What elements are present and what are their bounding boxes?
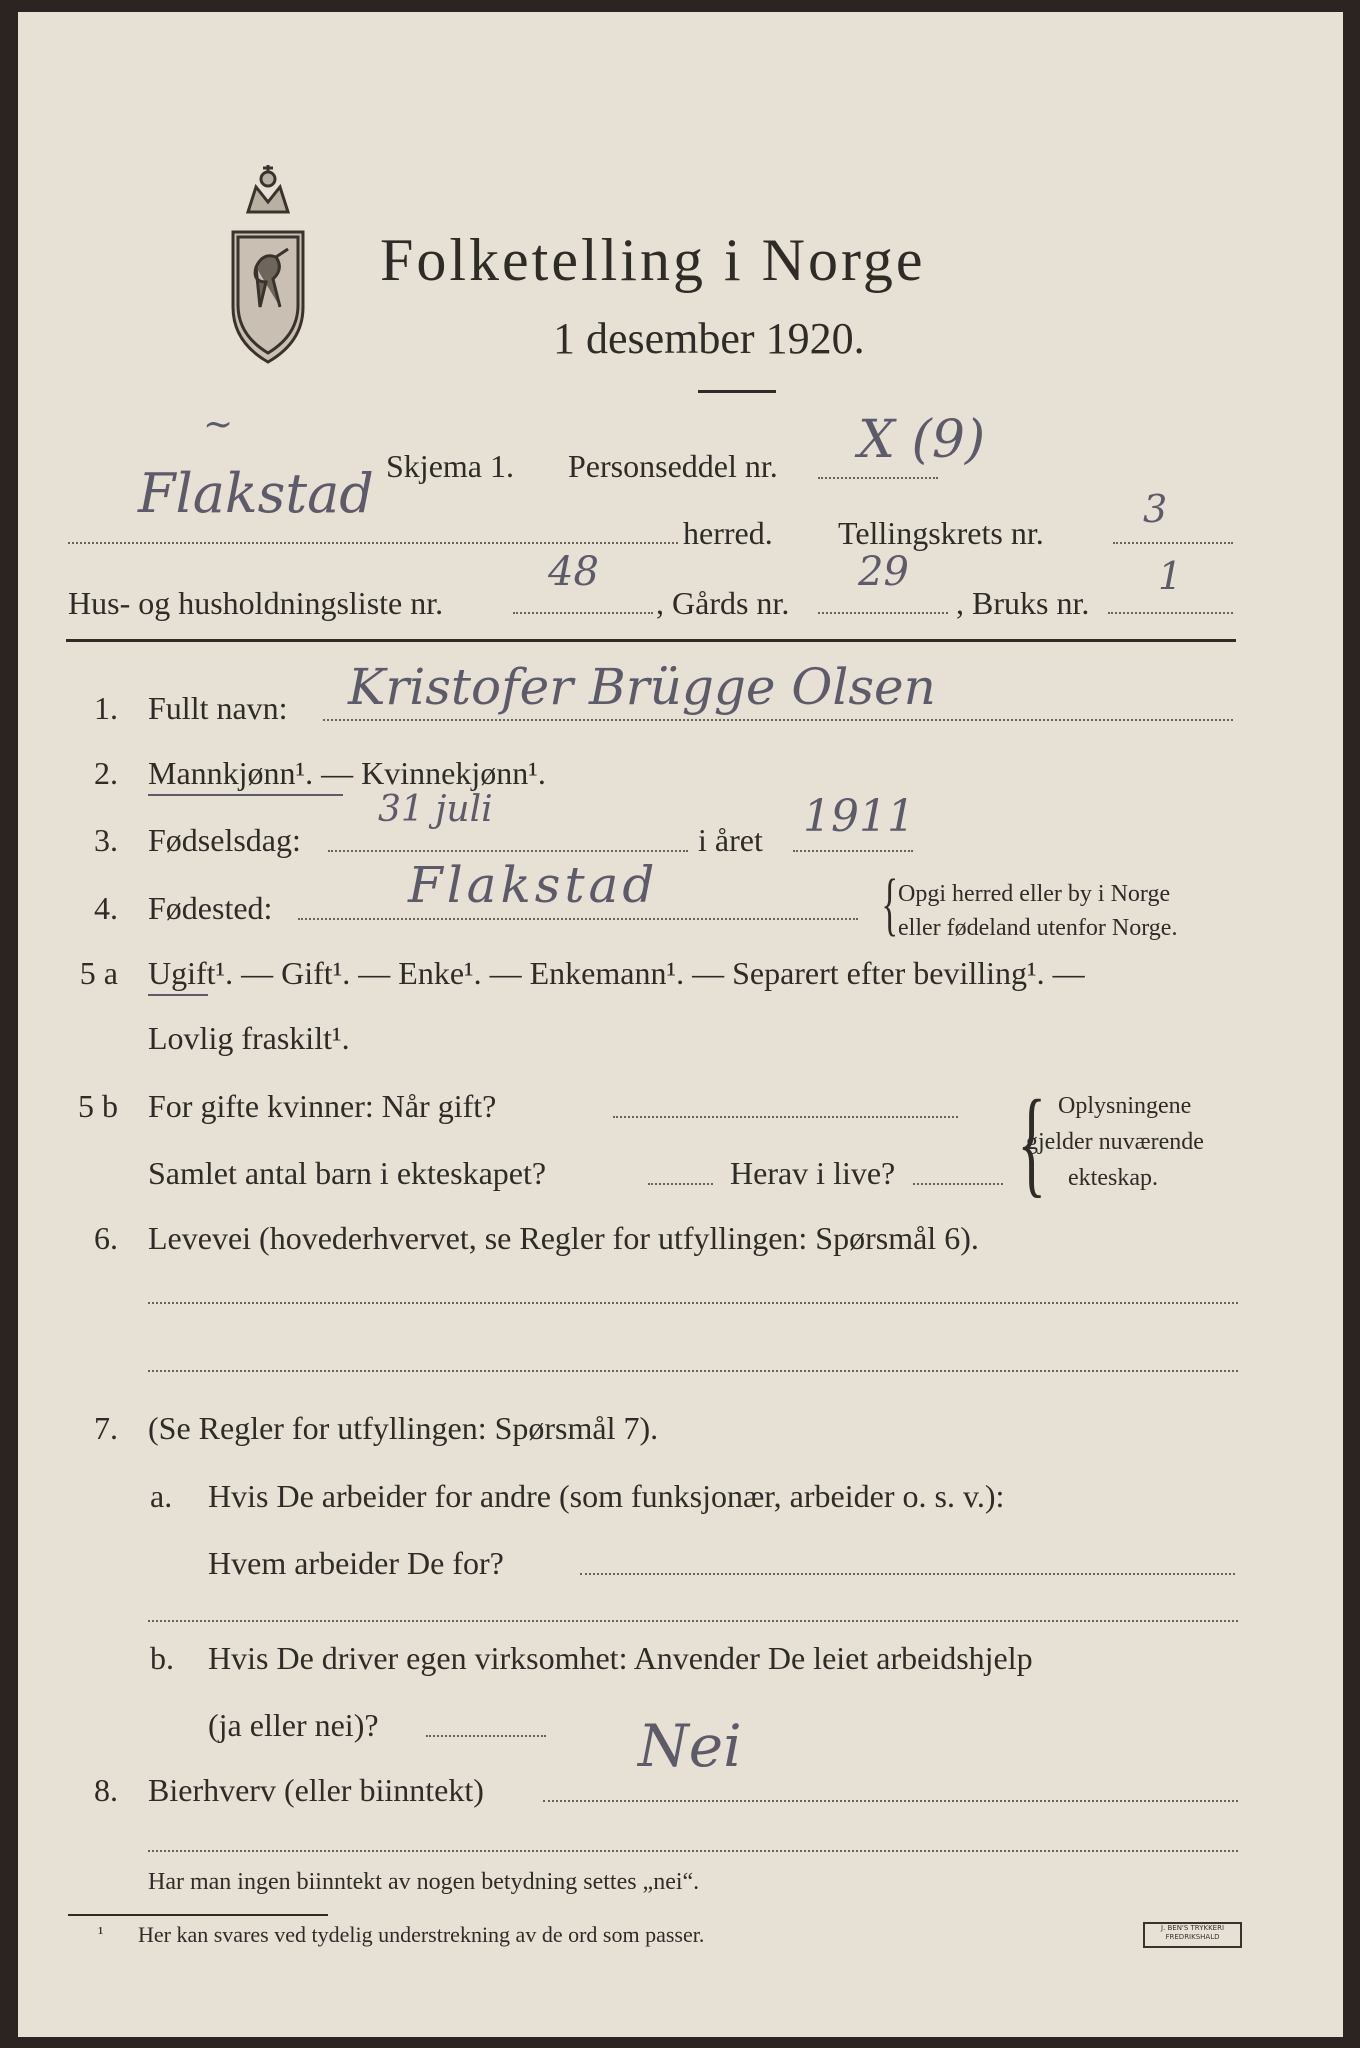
q3-year-label: i året (698, 822, 763, 858)
skjema-label: Skjema 1. (386, 448, 514, 484)
q7b-line1: Hvis De driver egen virksomhet: Anvender De leiet arbeidshjelp (208, 1640, 1033, 1676)
title-divider (698, 390, 776, 393)
footnote-text: Her kan svares ved tydelig understrekning av de ord som passer. (138, 1922, 705, 1947)
q1-label: Fullt navn: (148, 690, 288, 726)
q7a-line1: Hvis De arbeider for andre (som funksjonær, arbeider o. s. v.): (208, 1478, 1005, 1514)
q6-label: Levevei (hovederhvervet, se Regler for utfyllingen: Spørsmål 6). (148, 1220, 979, 1256)
q8-side-income-value[interactable]: Nei (638, 1712, 742, 1780)
q5b-number: 5 b (78, 1088, 118, 1124)
q3-year-value[interactable]: 1911 (803, 791, 915, 842)
q5b-children-line (648, 1183, 713, 1185)
q6-line2 (148, 1370, 1238, 1372)
q8-line (543, 1800, 1238, 1802)
herred-label: herred. (683, 515, 773, 551)
q5b-note-line2: gjelder nuværende (1026, 1129, 1204, 1155)
norway-coat-of-arms-icon (218, 157, 318, 367)
tellingskrets-line (1113, 542, 1233, 544)
hus-label: Hus- og husholdningsliste nr. (68, 585, 444, 621)
q2-number: 2. (94, 755, 118, 791)
q7a-employer-line2 (148, 1620, 1238, 1622)
hus-value[interactable]: 48 (548, 549, 599, 595)
footer-divider (68, 1914, 328, 1916)
gaards-line (818, 612, 948, 614)
printer-stamp: J. BEN'S TRYKKERI FREDRIKSHALD (1143, 1922, 1242, 1948)
q7-number: 7. (94, 1410, 118, 1446)
q4-label: Fødested: (148, 890, 273, 926)
q3-number: 3. (94, 822, 118, 858)
q5a-marital-options: Ugift¹. — Gift¹. — Enke¹. — Enkemann¹. — Separert efter bevilling¹. — (148, 955, 1085, 991)
personseddel-line (818, 477, 938, 479)
q5a-number: 5 a (79, 955, 118, 991)
q8-number: 8. (94, 1772, 118, 1808)
q7-label: (Se Regler for utfyllingen: Spørsmål 7). (148, 1410, 659, 1446)
form-title: Folketelling i Norge (380, 227, 926, 293)
q7a-letter: a. (150, 1478, 173, 1514)
q1-full-name-value[interactable]: Kristofer Brügge Olsen (348, 658, 936, 716)
q4-note-brace: { (881, 866, 899, 943)
q5b-note-line1: Oplysningene (1058, 1093, 1192, 1119)
q5a-ugift-underline (148, 994, 208, 996)
bruks-value[interactable]: 1 (1158, 554, 1183, 598)
q6-line1 (148, 1302, 1238, 1304)
q4-note-line1: Opgi herred eller by i Norge (898, 881, 1171, 907)
q5a-marital-options-line2: Lovlig fraskilt¹. (148, 1020, 350, 1056)
q3-birthday-value[interactable]: 31 juli (378, 789, 493, 830)
q7a-line2: Hvem arbeider De for? (208, 1545, 504, 1581)
q4-number: 4. (94, 890, 118, 926)
q5b-note-line3: ekteskap. (1068, 1165, 1158, 1191)
q8-label: Bierhverv (eller biinntekt) (148, 1772, 484, 1808)
q2-mann-underline (148, 794, 343, 796)
personseddel-value[interactable]: X (9) (858, 410, 986, 470)
q8-line2 (148, 1850, 1238, 1852)
gaards-label: , Gårds nr. (656, 585, 790, 621)
q2-sex-options: Mannkjønn¹. — Kvinnekjønn¹. (148, 755, 546, 791)
tellingskrets-value[interactable]: 3 (1143, 487, 1168, 531)
handwritten-dash: ~ (203, 404, 234, 445)
footer-note: Har man ingen biinntekt av nogen betydning settes „nei“. (148, 1869, 700, 1895)
q5b-married-label: For gifte kvinner: Når gift? (148, 1088, 497, 1124)
q7b-answer-line (426, 1735, 546, 1737)
q3-year-line (793, 850, 913, 852)
q5b-children-label: Samlet antal barn i ekteskapet? (148, 1155, 547, 1191)
q5b-alive-label: Herav i live? (730, 1155, 896, 1191)
q3-label: Fødselsdag: (148, 822, 301, 858)
herred-value[interactable]: Flakstad (138, 462, 374, 525)
q1-number: 1. (94, 690, 118, 726)
header-divider (66, 639, 1236, 642)
census-form-page (18, 12, 1343, 2037)
q4-note-line2: eller fødeland utenfor Norge. (898, 915, 1178, 941)
herred-line (68, 542, 678, 544)
q7a-employer-line (580, 1573, 1235, 1575)
q7b-letter: b. (150, 1640, 174, 1676)
q5b-married-line (613, 1116, 958, 1118)
bruks-line (1108, 612, 1233, 614)
footnote-mark: ¹ (98, 1923, 104, 1943)
q6-number: 6. (94, 1220, 118, 1256)
q5b-alive-line (913, 1183, 1003, 1185)
q1-line (323, 719, 1233, 721)
q3-line (328, 850, 688, 852)
q5b-note-brace: { (1017, 1075, 1047, 1208)
q4-birthplace-value[interactable]: Flakstad (408, 856, 659, 914)
bruks-label: , Bruks nr. (956, 585, 1090, 621)
gaards-value[interactable]: 29 (858, 549, 909, 595)
q4-line (298, 918, 858, 920)
form-date: 1 desember 1920. (553, 314, 865, 363)
hus-line (513, 612, 653, 614)
tellingskrets-label: Tellingskrets nr. (838, 515, 1044, 551)
personseddel-label: Personseddel nr. (568, 448, 778, 484)
q7b-line2: (ja eller nei)? (208, 1707, 379, 1743)
